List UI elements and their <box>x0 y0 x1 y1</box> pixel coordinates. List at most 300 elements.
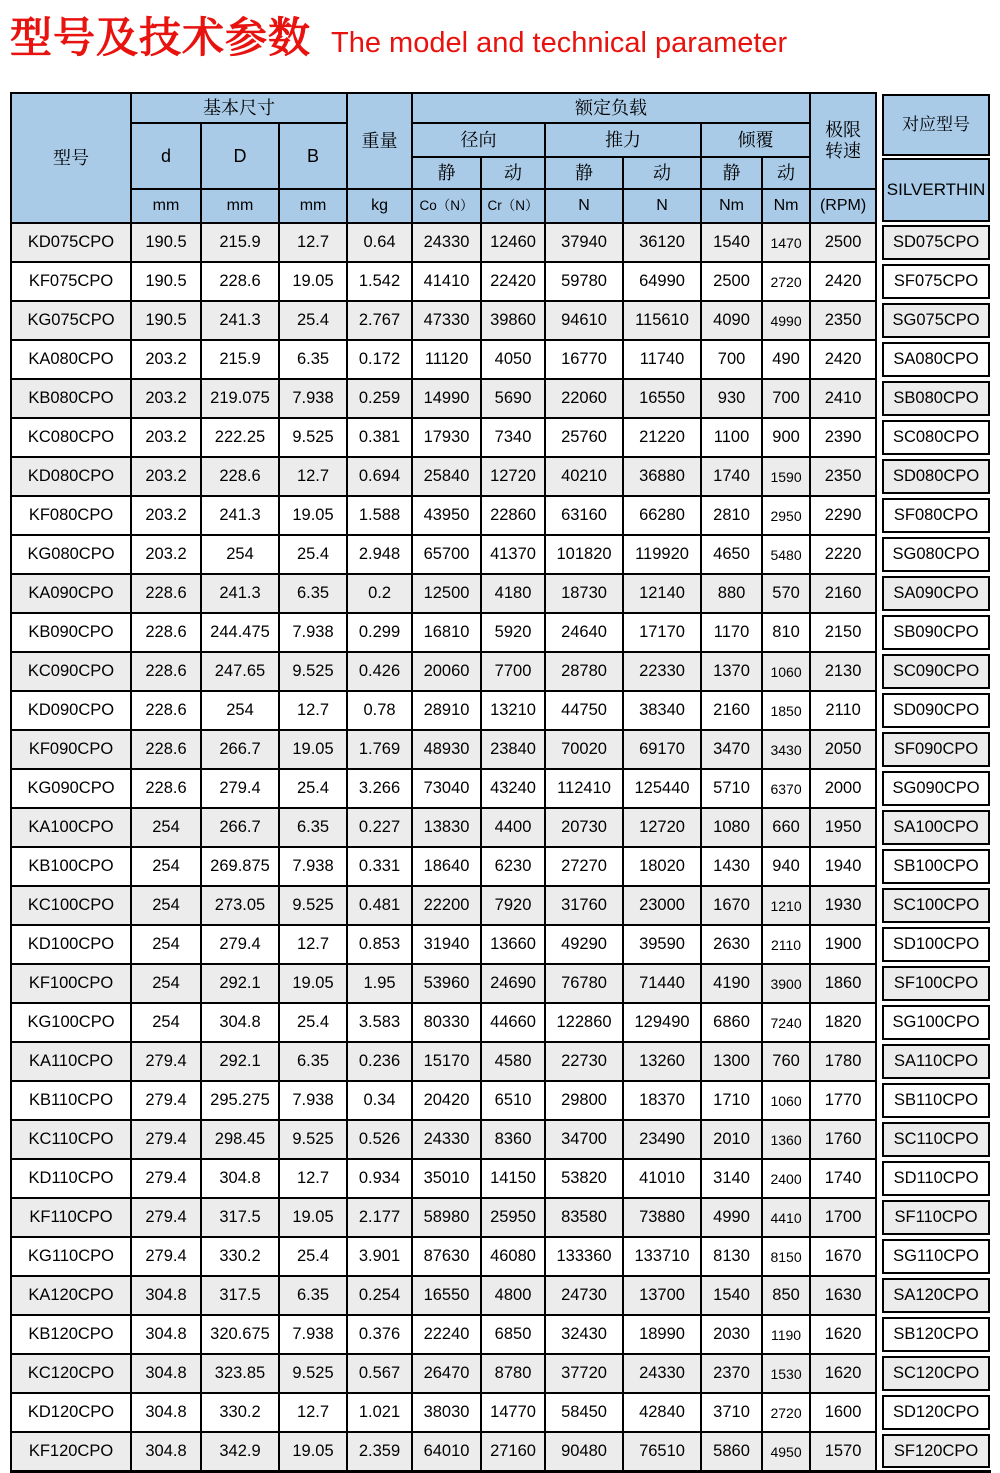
value-cell: 2.177 <box>347 1198 412 1237</box>
silverthin-cell-label: SF080CPO <box>882 498 990 533</box>
value-cell: 38340 <box>623 691 701 730</box>
value-cell: 80330 <box>412 1003 481 1042</box>
silverthin-cell <box>876 1315 991 1354</box>
value-cell: 22200 <box>412 886 481 925</box>
model-cell: KC110CPO <box>11 1120 131 1159</box>
silverthin-cell <box>876 613 991 652</box>
value-cell: 2370 <box>701 1354 762 1393</box>
value-cell: 279.4 <box>131 1042 201 1081</box>
value-cell: 46080 <box>481 1237 545 1276</box>
value-cell: 317.5 <box>201 1276 279 1315</box>
value-cell: 6860 <box>701 1003 762 1042</box>
value-cell: 0.78 <box>347 691 412 730</box>
value-cell: 292.1 <box>201 964 279 1003</box>
value-cell: 1670 <box>810 1237 876 1276</box>
silverthin-cell <box>876 301 991 340</box>
value-cell: 1540 <box>701 223 762 262</box>
value-cell: 112410 <box>545 769 623 808</box>
value-cell: 22860 <box>481 496 545 535</box>
value-cell: 4990 <box>762 301 810 340</box>
value-cell: 1.542 <box>347 262 412 301</box>
value-cell: 36880 <box>623 457 701 496</box>
value-cell: 9.525 <box>279 1120 347 1159</box>
value-cell: 12.7 <box>279 1159 347 1198</box>
value-cell: 7.938 <box>279 379 347 418</box>
value-cell: 133710 <box>623 1237 701 1276</box>
value-cell: 39590 <box>623 925 701 964</box>
value-cell: 241.3 <box>201 301 279 340</box>
header-silverthin-label: SILVERTHIN <box>882 158 990 222</box>
model-cell: KG110CPO <box>11 1237 131 1276</box>
value-cell: 1300 <box>701 1042 762 1081</box>
silverthin-cell <box>876 223 991 262</box>
value-cell: 279.4 <box>131 1237 201 1276</box>
unit-D-mm: mm <box>201 189 279 223</box>
value-cell: 24730 <box>545 1276 623 1315</box>
value-cell: 228.6 <box>131 691 201 730</box>
value-cell: 73880 <box>623 1198 701 1237</box>
value-cell: 6230 <box>481 847 545 886</box>
silverthin-cell <box>876 262 991 301</box>
value-cell: 12460 <box>481 223 545 262</box>
header-corresponding-model-label: 对应型号 <box>882 94 990 156</box>
value-cell: 6.35 <box>279 574 347 613</box>
value-cell: 1940 <box>810 847 876 886</box>
silverthin-cell <box>876 1042 991 1081</box>
value-cell: 850 <box>762 1276 810 1315</box>
value-cell: 1860 <box>810 964 876 1003</box>
silverthin-cell <box>876 925 991 964</box>
value-cell: 115610 <box>623 301 701 340</box>
value-cell: 34700 <box>545 1120 623 1159</box>
unit-tilting-static-nm: Nm <box>701 189 762 223</box>
value-cell: 2350 <box>810 301 876 340</box>
value-cell: 41370 <box>481 535 545 574</box>
value-cell: 900 <box>762 418 810 457</box>
value-cell: 18020 <box>623 847 701 886</box>
table-row <box>11 886 991 925</box>
value-cell: 304.8 <box>201 1003 279 1042</box>
value-cell: 12.7 <box>279 691 347 730</box>
unit-thrust-dynamic-n: N <box>623 189 701 223</box>
value-cell: 2030 <box>701 1315 762 1354</box>
silverthin-cell <box>876 964 991 1003</box>
value-cell: 6.35 <box>279 1276 347 1315</box>
silverthin-cell-label: SD090CPO <box>882 693 990 728</box>
value-cell: 254 <box>201 691 279 730</box>
model-cell: KC100CPO <box>11 886 131 925</box>
silverthin-cell <box>876 847 991 886</box>
value-cell: 44750 <box>545 691 623 730</box>
silverthin-cell-label: SA090CPO <box>882 576 990 611</box>
value-cell: 254 <box>131 925 201 964</box>
unit-weight-kg: kg <box>347 189 412 223</box>
header-model: 型号 <box>11 93 131 223</box>
value-cell: 320.675 <box>201 1315 279 1354</box>
value-cell: 25.4 <box>279 1237 347 1276</box>
value-cell: 1570 <box>810 1432 876 1472</box>
value-cell: 12720 <box>623 808 701 847</box>
table-row <box>11 1198 991 1237</box>
value-cell: 5920 <box>481 613 545 652</box>
value-cell: 25.4 <box>279 769 347 808</box>
header-basic-dimensions: 基本尺寸 <box>131 93 347 123</box>
value-cell: 279.4 <box>201 925 279 964</box>
page-title <box>10 8 990 72</box>
value-cell: 9.525 <box>279 418 347 457</box>
model-cell: KA110CPO <box>11 1042 131 1081</box>
model-cell: KA080CPO <box>11 340 131 379</box>
silverthin-cell <box>876 1393 991 1432</box>
silverthin-cell-label: SD120CPO <box>882 1395 990 1430</box>
value-cell: 1470 <box>762 223 810 262</box>
value-cell: 49290 <box>545 925 623 964</box>
value-cell: 266.7 <box>201 808 279 847</box>
model-cell: KB090CPO <box>11 613 131 652</box>
value-cell: 940 <box>762 847 810 886</box>
value-cell: 2.767 <box>347 301 412 340</box>
value-cell: 20730 <box>545 808 623 847</box>
header-rated-load: 额定负载 <box>412 93 810 123</box>
value-cell: 273.05 <box>201 886 279 925</box>
value-cell: 269.875 <box>201 847 279 886</box>
model-cell: KG080CPO <box>11 535 131 574</box>
value-cell: 2420 <box>810 340 876 379</box>
value-cell: 279.4 <box>131 1159 201 1198</box>
value-cell: 12140 <box>623 574 701 613</box>
value-cell: 323.85 <box>201 1354 279 1393</box>
value-cell: 133360 <box>545 1237 623 1276</box>
header-thrust-static: 静 <box>545 157 623 189</box>
model-cell: KG075CPO <box>11 301 131 340</box>
header-tilting: 倾覆 <box>701 123 810 157</box>
silverthin-cell <box>876 769 991 808</box>
model-cell: KG100CPO <box>11 1003 131 1042</box>
silverthin-cell <box>876 1237 991 1276</box>
silverthin-cell <box>876 730 991 769</box>
silverthin-cell-label: SC120CPO <box>882 1356 990 1391</box>
value-cell: 7.938 <box>279 1315 347 1354</box>
value-cell: 228.6 <box>131 652 201 691</box>
value-cell: 1540 <box>701 1276 762 1315</box>
model-cell: KB110CPO <box>11 1081 131 1120</box>
value-cell: 12.7 <box>279 1393 347 1432</box>
unit-rpm: (RPM) <box>810 189 876 223</box>
silverthin-cell-label: SF110CPO <box>882 1200 990 1235</box>
value-cell: 279.4 <box>131 1081 201 1120</box>
value-cell: 228.6 <box>201 262 279 301</box>
value-cell: 880 <box>701 574 762 613</box>
value-cell: 26470 <box>412 1354 481 1393</box>
value-cell: 23000 <box>623 886 701 925</box>
model-cell: KD110CPO <box>11 1159 131 1198</box>
silverthin-cell-label: SF090CPO <box>882 732 990 767</box>
value-cell: 37720 <box>545 1354 623 1393</box>
header-tilting-static: 静 <box>701 157 762 189</box>
value-cell: 94610 <box>545 301 623 340</box>
value-cell: 1370 <box>701 652 762 691</box>
value-cell: 3140 <box>701 1159 762 1198</box>
table-row <box>11 1393 991 1432</box>
model-cell: KF080CPO <box>11 496 131 535</box>
value-cell: 490 <box>762 340 810 379</box>
silverthin-cell-label: SG075CPO <box>882 303 990 338</box>
value-cell: 41410 <box>412 262 481 301</box>
table-row <box>11 964 991 1003</box>
value-cell: 6370 <box>762 769 810 808</box>
table-row <box>11 301 991 340</box>
unit-co-n: Co（N） <box>412 189 481 223</box>
value-cell: 70020 <box>545 730 623 769</box>
value-cell: 76510 <box>623 1432 701 1472</box>
silverthin-cell <box>876 535 991 574</box>
value-cell: 22060 <box>545 379 623 418</box>
value-cell: 83580 <box>545 1198 623 1237</box>
value-cell: 1620 <box>810 1354 876 1393</box>
value-cell: 0.694 <box>347 457 412 496</box>
value-cell: 2220 <box>810 535 876 574</box>
value-cell: 28780 <box>545 652 623 691</box>
value-cell: 24330 <box>623 1354 701 1393</box>
silverthin-cell-label: SF120CPO <box>882 1434 990 1468</box>
silverthin-cell <box>876 886 991 925</box>
value-cell: 63160 <box>545 496 623 535</box>
value-cell: 254 <box>131 1003 201 1042</box>
model-cell: KC120CPO <box>11 1354 131 1393</box>
value-cell: 40210 <box>545 457 623 496</box>
value-cell: 35010 <box>412 1159 481 1198</box>
table-row <box>11 613 991 652</box>
value-cell: 22420 <box>481 262 545 301</box>
value-cell: 0.299 <box>347 613 412 652</box>
value-cell: 53960 <box>412 964 481 1003</box>
value-cell: 279.4 <box>131 1198 201 1237</box>
value-cell: 228.6 <box>131 613 201 652</box>
value-cell: 4190 <box>701 964 762 1003</box>
value-cell: 20420 <box>412 1081 481 1120</box>
value-cell: 2350 <box>810 457 876 496</box>
value-cell: 2160 <box>701 691 762 730</box>
value-cell: 1210 <box>762 886 810 925</box>
value-cell: 0.567 <box>347 1354 412 1393</box>
value-cell: 700 <box>701 340 762 379</box>
value-cell: 122860 <box>545 1003 623 1042</box>
value-cell: 7340 <box>481 418 545 457</box>
value-cell: 0.227 <box>347 808 412 847</box>
silverthin-cell-label: SC090CPO <box>882 654 990 689</box>
header-row-groups <box>11 93 991 123</box>
value-cell: 304.8 <box>201 1159 279 1198</box>
value-cell: 31940 <box>412 925 481 964</box>
value-cell: 1930 <box>810 886 876 925</box>
model-cell: KG090CPO <box>11 769 131 808</box>
value-cell: 25840 <box>412 457 481 496</box>
silverthin-cell-label: SD110CPO <box>882 1161 990 1196</box>
value-cell: 42840 <box>623 1393 701 1432</box>
value-cell: 0.376 <box>347 1315 412 1354</box>
value-cell: 304.8 <box>131 1393 201 1432</box>
value-cell: 12.7 <box>279 457 347 496</box>
value-cell: 4180 <box>481 574 545 613</box>
silverthin-cell <box>876 457 991 496</box>
value-cell: 19.05 <box>279 262 347 301</box>
value-cell: 7.938 <box>279 613 347 652</box>
value-cell: 2810 <box>701 496 762 535</box>
value-cell: 18730 <box>545 574 623 613</box>
value-cell: 15170 <box>412 1042 481 1081</box>
value-cell: 4090 <box>701 301 762 340</box>
value-cell: 9.525 <box>279 886 347 925</box>
value-cell: 295.275 <box>201 1081 279 1120</box>
header-limit-speed: 极限转速 <box>810 93 876 189</box>
silverthin-cell <box>876 1354 991 1393</box>
table-row <box>11 535 991 574</box>
value-cell: 14150 <box>481 1159 545 1198</box>
value-cell: 19.05 <box>279 1432 347 1472</box>
value-cell: 41010 <box>623 1159 701 1198</box>
value-cell: 3900 <box>762 964 810 1003</box>
value-cell: 64990 <box>623 262 701 301</box>
value-cell: 1950 <box>810 808 876 847</box>
value-cell: 1.588 <box>347 496 412 535</box>
value-cell: 228.6 <box>131 574 201 613</box>
value-cell: 222.25 <box>201 418 279 457</box>
silverthin-cell <box>876 1003 991 1042</box>
silverthin-cell-label: SG100CPO <box>882 1005 990 1040</box>
value-cell: 23840 <box>481 730 545 769</box>
silverthin-cell <box>876 340 991 379</box>
unit-tilting-dynamic-nm: Nm <box>762 189 810 223</box>
value-cell: 266.7 <box>201 730 279 769</box>
table-row <box>11 1120 991 1159</box>
value-cell: 292.1 <box>201 1042 279 1081</box>
value-cell: 43950 <box>412 496 481 535</box>
silverthin-cell-label: SG080CPO <box>882 537 990 572</box>
value-cell: 342.9 <box>201 1432 279 1472</box>
silverthin-cell-label: SA100CPO <box>882 810 990 845</box>
value-cell: 31760 <box>545 886 623 925</box>
value-cell: 760 <box>762 1042 810 1081</box>
silverthin-cell-label: SA120CPO <box>882 1278 990 1313</box>
value-cell: 1850 <box>762 691 810 730</box>
value-cell: 4050 <box>481 340 545 379</box>
value-cell: 330.2 <box>201 1237 279 1276</box>
value-cell: 8130 <box>701 1237 762 1276</box>
value-cell: 203.2 <box>131 418 201 457</box>
model-cell: KF100CPO <box>11 964 131 1003</box>
model-cell: KB100CPO <box>11 847 131 886</box>
unit-cr-n: Cr（N） <box>481 189 545 223</box>
value-cell: 7.938 <box>279 1081 347 1120</box>
value-cell: 64010 <box>412 1432 481 1472</box>
value-cell: 0.526 <box>347 1120 412 1159</box>
value-cell: 101820 <box>545 535 623 574</box>
silverthin-cell-label: SD100CPO <box>882 927 990 962</box>
value-cell: 7700 <box>481 652 545 691</box>
value-cell: 219.075 <box>201 379 279 418</box>
value-cell: 71440 <box>623 964 701 1003</box>
value-cell: 59780 <box>545 262 623 301</box>
model-cell: KF110CPO <box>11 1198 131 1237</box>
table-row <box>11 925 991 964</box>
header-d: d <box>131 123 201 189</box>
table-row <box>11 769 991 808</box>
value-cell: 2150 <box>810 613 876 652</box>
silverthin-cell <box>876 1120 991 1159</box>
value-cell: 1100 <box>701 418 762 457</box>
value-cell: 4410 <box>762 1198 810 1237</box>
model-cell: KD075CPO <box>11 223 131 262</box>
silverthin-cell <box>876 1159 991 1198</box>
value-cell: 203.2 <box>131 535 201 574</box>
value-cell: 65700 <box>412 535 481 574</box>
value-cell: 0.481 <box>347 886 412 925</box>
model-cell: KA120CPO <box>11 1276 131 1315</box>
model-cell: KA100CPO <box>11 808 131 847</box>
value-cell: 12.7 <box>279 223 347 262</box>
value-cell: 9.525 <box>279 652 347 691</box>
value-cell: 1740 <box>701 457 762 496</box>
header-radial-static: 静 <box>412 157 481 189</box>
value-cell: 810 <box>762 613 810 652</box>
value-cell: 4950 <box>762 1432 810 1472</box>
model-cell: KD090CPO <box>11 691 131 730</box>
value-cell: 279.4 <box>131 1120 201 1159</box>
value-cell: 2000 <box>810 769 876 808</box>
silverthin-cell <box>876 691 991 730</box>
value-cell: 0.934 <box>347 1159 412 1198</box>
value-cell: 58980 <box>412 1198 481 1237</box>
silverthin-cell <box>876 418 991 457</box>
value-cell: 19.05 <box>279 964 347 1003</box>
value-cell: 4990 <box>701 1198 762 1237</box>
value-cell: 2720 <box>762 262 810 301</box>
value-cell: 53820 <box>545 1159 623 1198</box>
value-cell: 12720 <box>481 457 545 496</box>
value-cell: 1.95 <box>347 964 412 1003</box>
value-cell: 2110 <box>762 925 810 964</box>
value-cell: 0.853 <box>347 925 412 964</box>
value-cell: 5690 <box>481 379 545 418</box>
value-cell: 0.259 <box>347 379 412 418</box>
value-cell: 228.6 <box>131 769 201 808</box>
value-cell: 203.2 <box>131 379 201 418</box>
value-cell: 2110 <box>810 691 876 730</box>
header-weight: 重量 <box>347 93 412 189</box>
value-cell: 16550 <box>412 1276 481 1315</box>
value-cell: 190.5 <box>131 262 201 301</box>
value-cell: 12.7 <box>279 925 347 964</box>
value-cell: 3.901 <box>347 1237 412 1276</box>
model-cell: KB080CPO <box>11 379 131 418</box>
value-cell: 1710 <box>701 1081 762 1120</box>
table-row <box>11 1432 991 1472</box>
value-cell: 1.021 <box>347 1393 412 1432</box>
value-cell: 25.4 <box>279 301 347 340</box>
value-cell: 14990 <box>412 379 481 418</box>
value-cell: 2010 <box>701 1120 762 1159</box>
value-cell: 14770 <box>481 1393 545 1432</box>
value-cell: 18370 <box>623 1081 701 1120</box>
value-cell: 0.254 <box>347 1276 412 1315</box>
silverthin-cell <box>876 1432 991 1472</box>
value-cell: 3430 <box>762 730 810 769</box>
value-cell: 18640 <box>412 847 481 886</box>
value-cell: 2290 <box>810 496 876 535</box>
value-cell: 22730 <box>545 1042 623 1081</box>
value-cell: 19.05 <box>279 1198 347 1237</box>
unit-d-mm: mm <box>131 189 201 223</box>
